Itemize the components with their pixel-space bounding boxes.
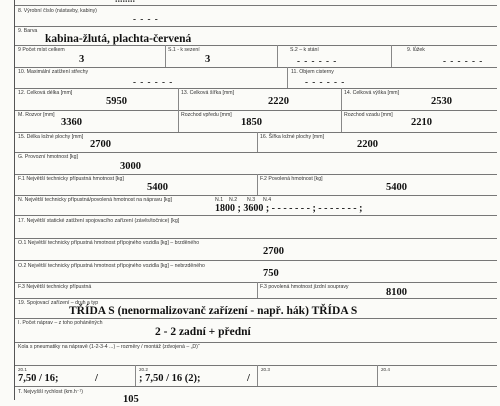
cargo-width-label: 16. Šířka ložné plochy [mm] <box>260 134 325 140</box>
axle-n3: N.3 <box>247 197 256 203</box>
berths-value: - - - - - - <box>443 56 484 66</box>
row-line <box>15 45 497 46</box>
height-label: 14. Celková výška [mm] <box>344 90 400 96</box>
length-label: 12. Celková délka [mm] <box>18 90 73 96</box>
roof-load-label: 10. Maximální zatížení střechy <box>18 69 89 75</box>
row-line <box>15 132 497 133</box>
front-track-value: 1850 <box>241 117 262 128</box>
col-divider <box>135 365 136 386</box>
cargo-length-value: 2700 <box>90 139 111 150</box>
serial-number-value: - - - - <box>133 14 159 24</box>
max-tech-weight-label: F.1 Největší technicky přípustná hmotnost [kg] <box>18 176 124 182</box>
wheelbase-label: M. Rozvor [mm] <box>18 112 55 118</box>
row-line <box>15 110 497 111</box>
max-tech-weight-value: 5400 <box>147 182 168 193</box>
combination-tech-label: F.3 Největší technicky přípustná <box>18 284 92 290</box>
axle-n2: N.2 <box>229 197 238 203</box>
tyre-col-20-2: 20.2 <box>139 367 148 372</box>
coupling-device-value: TŘÍDA S (nenormalizovanč zařízení - např. hák) TŘÍDA S <box>69 305 358 317</box>
width-label: 13. Celková šířka [mm] <box>181 90 235 96</box>
col-divider <box>391 45 392 67</box>
row-line <box>15 88 497 89</box>
col-divider <box>257 365 258 386</box>
row-line <box>15 215 497 216</box>
seats-total-value: 3 <box>79 54 85 65</box>
row-line <box>15 365 497 366</box>
coupling-load-label: 17. Největší statické zatížení spojovacího zařízení (závěs/točnice) [kg] <box>18 218 180 224</box>
row-line <box>15 152 497 153</box>
col-divider <box>257 132 258 152</box>
rear-track-label: Rozchod vzadu [mm] <box>344 112 393 118</box>
col-divider <box>257 282 258 298</box>
seats-standing-label: S.2 – k stání <box>290 47 319 53</box>
row-line <box>15 298 497 299</box>
berths-label: 9. lůžek <box>407 47 425 53</box>
tank-volume-value: - - - - - - <box>305 77 346 87</box>
braked-trailer-label: O.1 Největší technicky přípustná hmotnost přípojného vozidla [kg] – brzděného <box>18 240 200 246</box>
row-line <box>15 260 497 261</box>
col-divider <box>287 67 288 88</box>
row-line <box>15 195 497 196</box>
col-divider <box>377 365 378 386</box>
width-value: 2220 <box>268 96 289 107</box>
axle-n4: N.4 <box>263 197 272 203</box>
permitted-weight-label: F.2 Povolená hmotnost [kg] <box>260 176 323 182</box>
operating-weight-label: G. Provozní hmotnost [kg] <box>18 154 78 160</box>
unbraked-trailer-label: O.2 Největší technicky přípustná hmotnost přípojného vozidla [kg] – nebrzděného <box>18 263 205 269</box>
roof-load-value: - - - - - - <box>133 77 174 87</box>
rear-track-value: 2210 <box>411 117 432 128</box>
seats-standing-value: - - - - - - <box>297 56 338 66</box>
row-line <box>15 386 497 387</box>
col-divider <box>341 88 342 132</box>
color-label: 9. Barva <box>18 28 38 34</box>
registration-form <box>14 0 497 405</box>
serial-number-label: 8. Výrobní číslo (nástavby, kabiny) <box>18 8 97 14</box>
cargo-length-label: 15. Délka ložné plochy [mm] <box>18 134 84 140</box>
tyre-rear-mount: / <box>247 373 250 384</box>
seats-sitting-label: S.1 - k sezení <box>168 47 200 53</box>
row-line <box>15 5 497 6</box>
front-track-label: Rozchod vpředu [mm] <box>181 112 232 118</box>
length-value: 5950 <box>106 96 127 107</box>
row-line <box>15 26 497 27</box>
seats-sitting-value: 3 <box>205 54 211 65</box>
braked-trailer-value: 2700 <box>263 246 284 257</box>
axles-count-label: I. Počet náprav – z toho poháněných <box>18 320 103 326</box>
tank-volume-label: 11. Objem cisterny <box>291 69 334 75</box>
tyre-col-20-3: 20.3 <box>261 367 270 372</box>
tyre-col-20-1: 20.1 <box>18 367 27 372</box>
axle-load-value: 1800 ; 3600 ; - - - - - - - ; - - - - - - - ; <box>215 203 363 214</box>
row-line <box>15 174 497 175</box>
max-speed-value: 105 <box>123 394 139 405</box>
combination-weight-label: F.3 povolená hmotnost jízdní soupravy <box>260 284 349 290</box>
col-divider <box>165 45 166 67</box>
color-value: kabina-žlutá, plachta-červená <box>45 33 192 45</box>
permitted-weight-value: 5400 <box>386 182 407 193</box>
tyre-rear-value: ; 7,50 / 16 (2); <box>139 373 201 384</box>
row-line <box>15 282 497 283</box>
col-divider <box>257 174 258 195</box>
max-speed-label: T. Nejvyšší rychlost (km.h⁻¹) <box>18 389 83 395</box>
row-line <box>15 318 497 319</box>
tyre-col-20-4: 20.4 <box>381 367 390 372</box>
unbraked-trailer-value: 750 <box>263 268 279 279</box>
col-divider <box>178 88 179 132</box>
tyre-front-value: 7,50 / 16; <box>18 373 59 384</box>
operating-weight-value: 3000 <box>120 161 141 172</box>
tyre-front-mount: / <box>95 373 98 384</box>
wheelbase-value: 3360 <box>61 117 82 128</box>
coupling-device-label: 19. Spojovací zařízení – druh a typ <box>18 300 99 306</box>
combination-weight-value: 8100 <box>386 287 407 298</box>
height-value: 2530 <box>431 96 452 107</box>
tyres-label: Kola s pneumatiky na nápravě (1-2-3-4 ...) – rozměry / montáž (zdvojená – „D)“ <box>18 344 200 350</box>
axle-n1: N.1 <box>215 197 224 203</box>
col-divider <box>277 45 278 67</box>
row-line <box>15 238 497 239</box>
row-line <box>15 67 497 68</box>
axle-load-label: N. Největší technicky přípustná/povolená hmotnost na nápravu [kg] <box>18 197 172 203</box>
cargo-width-value: 2200 <box>357 139 378 150</box>
row-line <box>15 342 497 343</box>
axles-count-value: 2 - 2 zadní + přední <box>155 326 251 338</box>
seats-total-label: 9 Počet míst celkem <box>18 47 65 53</box>
